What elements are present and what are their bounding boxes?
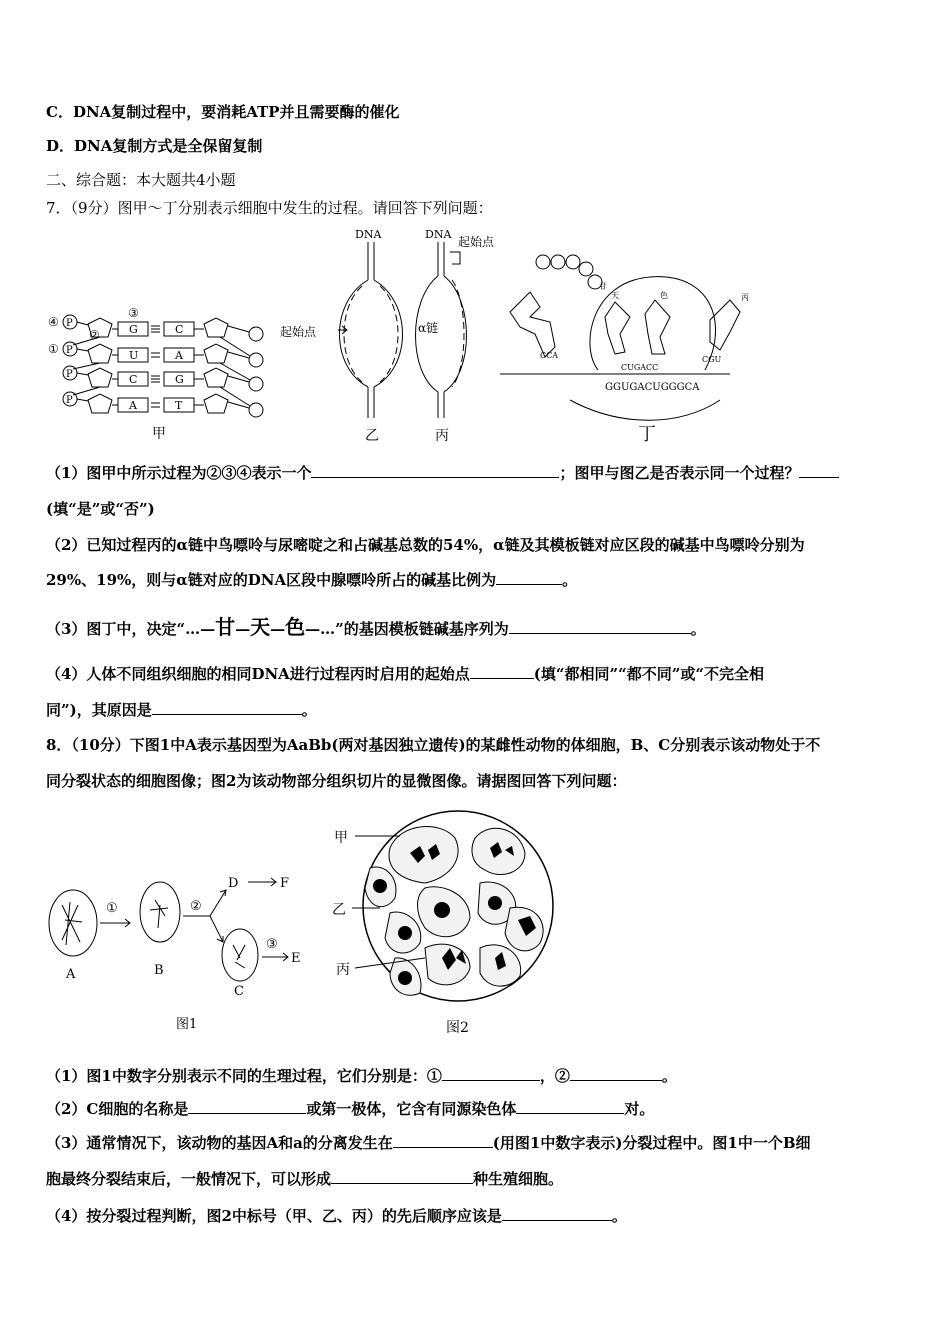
figure-ding: [500, 255, 740, 420]
q7-part1-note: (填“是”或“否”): [46, 500, 155, 518]
base-right: C: [175, 323, 184, 336]
cell-c-label: C: [234, 984, 244, 999]
q7-p2-text: 29%、19%，则与α链对应的DNA区段中腺嘌呤所占的碱基比例为: [46, 571, 497, 589]
q7-p3-text-a: （3）图丁中，决定“…—: [46, 620, 216, 638]
answer-blank[interactable]: [799, 463, 839, 478]
phosphate-label: P: [66, 318, 73, 329]
section-heading: 二、综合题：本大题共4小题: [46, 171, 236, 189]
figure-2-caption: 图2: [446, 1020, 469, 1036]
q8-p2-text-a: （2）C细胞的名称是: [46, 1100, 189, 1118]
step-2-label: ②: [190, 899, 202, 914]
q7-p4-text-a: （4）人体不同组织细胞的相同DNA进行过程丙时启用的起始点: [46, 665, 470, 683]
base-left: G: [129, 323, 138, 336]
q7-p4-text-b: (填“都相同”“都不同”或“不完全相: [533, 665, 765, 683]
label-yi: 乙: [332, 902, 346, 918]
q8-p1-text-b: ，②: [539, 1067, 570, 1085]
q8-stem-1: 8．（10分）下图1中A表示基因型为AaBb(两对基因独立遗传)的某雌性动物的体细胞，B、C分别表示该动物处于不: [46, 736, 821, 754]
q8-part3-a: [46, 1133, 811, 1153]
aa-label: 丙: [741, 293, 749, 302]
label-ding: 丁: [638, 424, 656, 445]
label-1: ①: [48, 342, 59, 356]
figure-1-caption: 图1: [176, 1017, 198, 1032]
q8-p4-text: （4）按分裂过程判断，图2中标号（甲、乙、丙）的先后顺序应该是: [46, 1207, 502, 1225]
dna-label: DNA: [425, 228, 452, 241]
answer-blank[interactable]: [393, 1133, 493, 1148]
q7-p1-text-a: （1）图甲中所示过程为②③④表示一个: [46, 464, 312, 482]
answer-blank[interactable]: [442, 1066, 540, 1081]
origin-label: 起始点: [458, 235, 495, 249]
q8-part1: [46, 1066, 677, 1086]
q8-stem-2: 同分裂状态的细胞图像；图2为该动物部分组织切片的显微图像。请据图回答下列问题：: [46, 772, 627, 790]
anticodon-label: CGU: [702, 355, 722, 364]
q7-figure: [40, 222, 749, 447]
q7-p4-end: 。: [301, 701, 317, 719]
figure-1: [40, 850, 330, 1040]
option-c: C．DNA复制过程中，要消耗ATP并且需要酶的催化: [46, 103, 400, 121]
label-jia: 甲: [152, 426, 166, 442]
amino-acid-glyph: 色: [285, 615, 306, 639]
q8-p2-end: 对。: [624, 1100, 655, 1118]
amino-acid-glyph: 天: [250, 615, 271, 639]
q7-p3-end: 。: [690, 620, 706, 638]
answer-blank[interactable]: [311, 463, 559, 478]
q7-part4-a: [46, 664, 764, 684]
mrna-label: GGUGACUGGGCA: [605, 382, 700, 393]
codon-label: CUGACC: [621, 363, 659, 372]
answer-blank[interactable]: [570, 1066, 662, 1081]
label-2: ②: [89, 328, 100, 342]
q7-part2-b: [46, 570, 577, 590]
label-jia: 甲: [334, 830, 348, 846]
answer-blank[interactable]: [496, 570, 562, 585]
label-4: ④: [48, 315, 59, 329]
cell-f-label: F: [280, 876, 290, 891]
dna-label: DNA: [355, 228, 382, 241]
base-left: U: [129, 349, 139, 362]
origin-label: 起始点: [280, 325, 317, 339]
q8-p3-text-d: 种生殖细胞。: [473, 1170, 564, 1188]
q7-part2-a: （2）已知过程丙的α链中鸟嘌呤与尿嘧啶之和占碱基总数的54%，α链及其模板链对应区段的碱基中鸟嘌呤分别为: [46, 536, 805, 554]
phosphate-label: P: [66, 345, 73, 356]
q7-p4-text-c: 同”)，其原因是: [46, 701, 152, 719]
answer-blank[interactable]: [470, 664, 534, 679]
label-bing: 丙: [336, 962, 350, 978]
q7-p1-text-b: ；图甲与图乙是否表示同一个过程？: [559, 464, 800, 482]
q7-p3-text-b: —…”的基因模板链碱基序列为: [305, 620, 509, 638]
q8-part3-b: [46, 1169, 563, 1189]
q7-part4-b: [46, 700, 317, 720]
q8-part4: [46, 1206, 627, 1226]
option-d: D．DNA复制方式是全保留复制: [46, 137, 263, 155]
anticodon-label: CCA: [540, 351, 559, 360]
cell-a-label: A: [66, 967, 76, 982]
aa-label: 甘: [599, 282, 607, 291]
alpha-chain-label: α链: [418, 321, 439, 335]
aa-label: 天: [611, 291, 619, 300]
q7-part1: [46, 463, 839, 483]
base-right: T: [175, 399, 183, 412]
q8-p3-text-b: (用图1中数字表示)分裂过程中。图1中一个B细: [492, 1134, 811, 1152]
label-3: ③: [128, 306, 139, 320]
answer-blank[interactable]: [509, 619, 691, 634]
phosphate-label: P: [66, 369, 73, 380]
answer-blank[interactable]: [188, 1099, 306, 1114]
q7-stem: 7．（9分）图甲～丁分别表示细胞中发生的过程。请回答下列问题：: [46, 199, 493, 217]
answer-blank[interactable]: [152, 700, 302, 715]
phosphate-label: P: [66, 395, 73, 406]
answer-blank[interactable]: [502, 1206, 612, 1221]
cell-d-label: D: [228, 876, 239, 891]
aa-label: 色: [660, 291, 668, 300]
amino-acid-glyph: 甘: [215, 615, 236, 639]
q8-p2-text-b: 或第一极体，它含有同源染色体: [306, 1100, 517, 1118]
answer-blank[interactable]: [331, 1169, 473, 1184]
base-left: C: [129, 373, 138, 386]
figure-jia: [48, 306, 263, 417]
q8-p1-end: 。: [661, 1067, 677, 1085]
step-3-label: ③: [266, 937, 278, 952]
base-right: G: [175, 373, 184, 386]
q8-p3-text-c: 胞最终分裂结束后，一般情况下，可以形成: [46, 1170, 332, 1188]
q7-p2-end: 。: [562, 571, 578, 589]
step-1-label: ①: [106, 901, 118, 916]
label-bing: 丙: [435, 428, 449, 444]
label-yi: 乙: [365, 428, 379, 444]
base-right: A: [175, 349, 183, 362]
q8-part2: [46, 1099, 654, 1119]
base-left: A: [129, 399, 137, 412]
cell-e-label: E: [291, 951, 301, 966]
q8-p1-text-a: （1）图1中数字分别表示不同的生理过程，它们分别是：①: [46, 1067, 442, 1085]
q7-part3: （3）图丁中，决定“…—甘—天—色—…”的基因模板链碱基序列为 。: [46, 615, 706, 639]
q8-p3-text-a: （3）通常情况下，该动物的基因A和a的分离发生在: [46, 1134, 393, 1152]
figure-2: [330, 808, 570, 1040]
q8-p4-end: 。: [611, 1207, 627, 1225]
answer-blank[interactable]: [516, 1099, 624, 1114]
cell-b-label: B: [154, 963, 164, 978]
figure-yi: [338, 242, 403, 418]
